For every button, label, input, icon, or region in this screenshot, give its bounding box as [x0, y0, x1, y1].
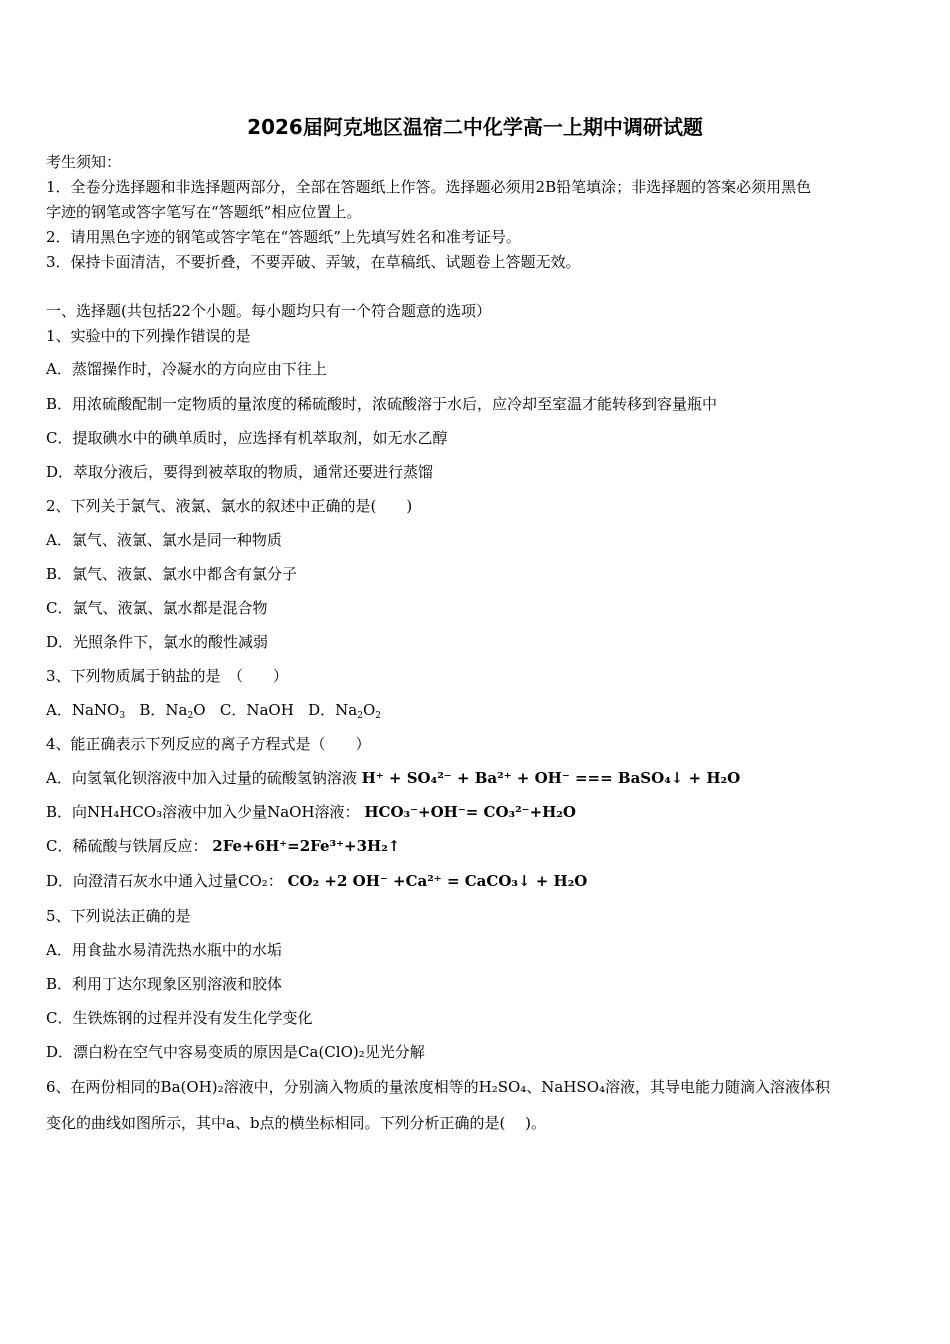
question-2-option-c: C．氯气、液氯、氯水都是混合物 — [46, 599, 268, 617]
question-1-option-a: A．蒸馏操作时，冷凝水的方向应由下往上 — [46, 360, 327, 378]
question-4-option-a-equation: H⁺ + SO₄²⁻ + Ba²⁺ + OH⁻ === BaSO₄↓ + H₂O — [361, 769, 741, 787]
question-4-stem: 4、能正确表示下列反应的离子方程式是（ ） — [46, 735, 371, 753]
question-4-option-a-text: A．向氢氧化钡溶液中加入过量的硫酸氢钠溶液 — [46, 769, 357, 787]
question-4-option-d — [46, 871, 587, 891]
question-3-option-a: NaNO — [71, 701, 120, 719]
question-2-option-d: D．光照条件下，氯水的酸性减弱 — [46, 633, 269, 651]
question-1-option-d: D．萃取分液后，要得到被萃取的物质，通常还要进行蒸馏 — [46, 463, 434, 481]
question-2-option-b: B．氯气、液氯、氯水中都含有氯分子 — [46, 565, 298, 583]
oxygen-symbol: O — [193, 701, 206, 719]
question-4-option-a — [46, 768, 740, 788]
subscript: 2 — [375, 711, 381, 721]
section-heading: 一、选择题(共包括22个小题。每小题均只有一个符合题意的选项） — [46, 302, 491, 320]
question-4-option-d-equation: CO₂ +2 OH⁻ +Ca²⁺ = CaCO₃↓ + H₂O — [287, 872, 588, 890]
question-4-option-c — [46, 836, 400, 856]
notice-line-3: 3．保持卡面清洁，不要折叠，不要弄破、弄皱，在草稿纸、试题卷上答题无效。 — [46, 253, 581, 271]
question-3-option-a-label: A． — [46, 701, 72, 719]
question-3-option-b-label: B． — [139, 701, 166, 719]
question-3-options — [46, 700, 381, 720]
question-4-option-b-text: B．向NH₄HCO₃溶液中加入少量NaOH溶液： — [46, 803, 360, 821]
question-5-option-d: D．漂白粉在空气中容易变质的原因是Ca(ClO)₂见光分解 — [46, 1043, 425, 1061]
question-4-option-b-equation: HCO₃⁻+OH⁻= CO₃²⁻+H₂O — [364, 803, 576, 821]
question-4-option-c-equation: 2Fe+6H⁺=2Fe³⁺+3H₂↑ — [212, 837, 401, 855]
question-2-option-a: A．氯气、液氯、氯水是同一种物质 — [46, 531, 282, 549]
notice-line-2: 2．请用黑色字迹的钢笔或答字笔在“答题纸”上先填写姓名和准考证号。 — [46, 228, 521, 246]
notice-line-1-cont: 字迹的钢笔或答字笔写在“答题纸”相应位置上。 — [46, 203, 362, 221]
question-3-option-c: NaOH — [246, 701, 294, 719]
question-2-stem: 2、下列关于氯气、液氯、氯水的叙述中正确的是( ) — [46, 497, 413, 515]
question-5-option-a: A．用食盐水易清洗热水瓶中的水垢 — [46, 941, 282, 959]
question-3-stem: 3、下列物质属于钠盐的是 （ ） — [46, 667, 289, 685]
notice-heading: 考生须知： — [46, 153, 122, 171]
question-1-stem: 1、实验中的下列操作错误的是 — [46, 327, 251, 345]
question-3-option-c-label: C． — [219, 701, 247, 719]
question-4-option-d-text: D．向澄清石灰水中通入过量CO₂： — [46, 872, 283, 890]
question-5-option-c: C．生铁炼钢的过程并没有发生化学变化 — [46, 1009, 313, 1027]
subscript: 2 — [357, 711, 363, 721]
question-6-stem: 6、在两份相同的Ba(OH)₂溶液中，分别滴入物质的量浓度相等的H₂SO₄、NaHSO₄溶液，其导电能力随滴入溶液体积 — [46, 1078, 831, 1096]
question-4-option-b — [46, 802, 576, 822]
question-6-stem-cont: 变化的曲线如图所示，其中a、b点的横坐标相同。下列分析正确的是( )。 — [46, 1114, 547, 1132]
question-5-option-b: B．利用丁达尔现象区别溶液和胶体 — [46, 975, 283, 993]
question-3-option-b: Na — [165, 701, 188, 719]
question-3-option-d: Na — [335, 701, 358, 719]
question-1-option-b: B．用浓硫酸配制一定物质的量浓度的稀硫酸时，浓硫酸溶于水后，应冷却至室温才能转移到容量瓶中 — [46, 395, 718, 413]
subscript: 3 — [119, 711, 126, 721]
oxygen-symbol: O — [362, 701, 376, 719]
notice-line-1: 1．全卷分选择题和非选择题两部分，全部在答题纸上作答。选择题必须用2B铅笔填涂；非选择题的答案必须用黑色 — [46, 178, 812, 196]
subscript: 2 — [187, 711, 194, 721]
question-5-stem: 5、下列说法正确的是 — [46, 907, 191, 925]
question-3-option-d-label: D． — [308, 701, 336, 719]
question-1-option-c: C．提取碘水中的碘单质时，应选择有机萃取剂，如无水乙醇 — [46, 429, 448, 447]
question-4-option-c-text: C．稀硫酸与铁屑反应： — [46, 837, 208, 855]
page-title: 2026届阿克地区温宿二中化学高一上期中调研试题 — [247, 115, 703, 139]
